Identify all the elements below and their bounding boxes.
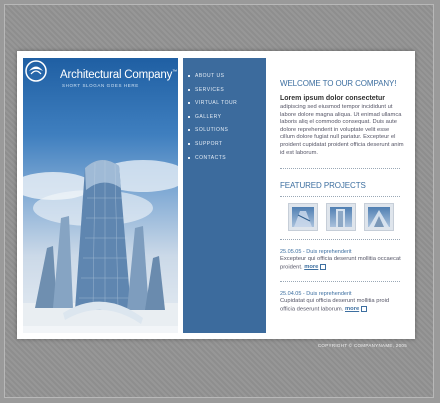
bullet-icon <box>188 143 190 145</box>
skyscraper-illustration <box>23 58 178 333</box>
news-text: Cupidatat qui officia deserunt mollitia proid officia deserunt laborum. <box>280 298 390 313</box>
project-thumbnail[interactable] <box>288 203 318 231</box>
logo-swirl-icon <box>23 58 49 84</box>
building-image <box>368 207 390 227</box>
divider <box>280 281 400 282</box>
nav-item-about-us[interactable] <box>188 71 224 81</box>
brand-name-text: Architectural Company <box>60 69 173 81</box>
project-thumbnail[interactable] <box>326 203 356 231</box>
welcome-lead: Lorem ipsum dolor consectetur <box>280 95 386 102</box>
bullet-icon <box>188 129 190 131</box>
welcome-text: adipiscing sed eiusmod tempor incididunt ut labore dolore magna aliqua. Ut enimad ullamca laboris aliq el commodo consequat. Duis aute dolore reprehenderit in voluptate velit esse cillum dolore fugiat null pariatur. Excepteur el proident cupidatat proident officia deserunt anim id est laborum. <box>280 104 404 156</box>
brand-slogan: SHORT SLOGAN GOES HERE <box>62 83 139 88</box>
content-column <box>266 58 412 333</box>
news-item <box>280 256 404 272</box>
nav-item-label: SERVICES <box>195 87 225 93</box>
nav-item-label: VIRTUAL TOUR <box>195 100 238 106</box>
news-date: 25.05.05 - Duis reprehenderit <box>280 249 352 255</box>
bullet-icon <box>188 89 190 91</box>
more-link[interactable] <box>345 306 367 312</box>
nav-item-solutions[interactable] <box>188 125 228 135</box>
project-thumbnail[interactable] <box>364 203 394 231</box>
news-date: 25.04.05 - Duis reprehenderit <box>280 291 352 297</box>
nav-item-label: SUPPORT <box>195 141 223 147</box>
nav-item-contacts[interactable] <box>188 153 226 163</box>
nav-item-label: ABOUT US <box>195 73 225 79</box>
news-text: Excepteur qui officia deserunt mollitia occaecat proident. <box>280 256 401 271</box>
nav-item-support[interactable] <box>188 139 223 149</box>
featured-thumbnails <box>284 201 402 235</box>
more-link-label: more <box>345 306 360 313</box>
nav-item-gallery[interactable] <box>188 112 221 122</box>
more-link[interactable] <box>304 264 326 270</box>
building-image <box>330 207 352 227</box>
divider <box>280 168 400 169</box>
main-nav <box>183 58 266 333</box>
nav-item-label: CONTACTS <box>195 155 227 161</box>
bullet-icon <box>188 116 190 118</box>
featured-title: FEATURED PROJECTS <box>280 181 366 190</box>
nav-item-virtual-tour[interactable] <box>188 98 237 108</box>
welcome-title: WELCOME TO OUR COMPANY! <box>280 79 397 88</box>
more-link-label: more <box>304 264 319 271</box>
divider <box>280 196 400 197</box>
trademark-mark: ™ <box>172 69 177 76</box>
divider <box>280 239 400 240</box>
footer-copyright: COPYRIGHT © COMPANYNAME, 2005 <box>317 343 407 348</box>
hero-image <box>23 58 178 333</box>
more-arrow-icon <box>320 264 326 270</box>
bullet-icon <box>188 75 190 77</box>
news-item <box>280 298 404 314</box>
nav-item-services[interactable] <box>188 85 224 95</box>
nav-item-label: SOLUTIONS <box>195 127 229 133</box>
site-card <box>17 51 415 339</box>
bullet-icon <box>188 102 190 104</box>
brand-name[interactable] <box>60 69 177 81</box>
more-arrow-icon <box>361 306 367 312</box>
nav-item-label: GALLERY <box>195 114 222 120</box>
building-image <box>292 207 314 227</box>
bullet-icon <box>188 157 190 159</box>
